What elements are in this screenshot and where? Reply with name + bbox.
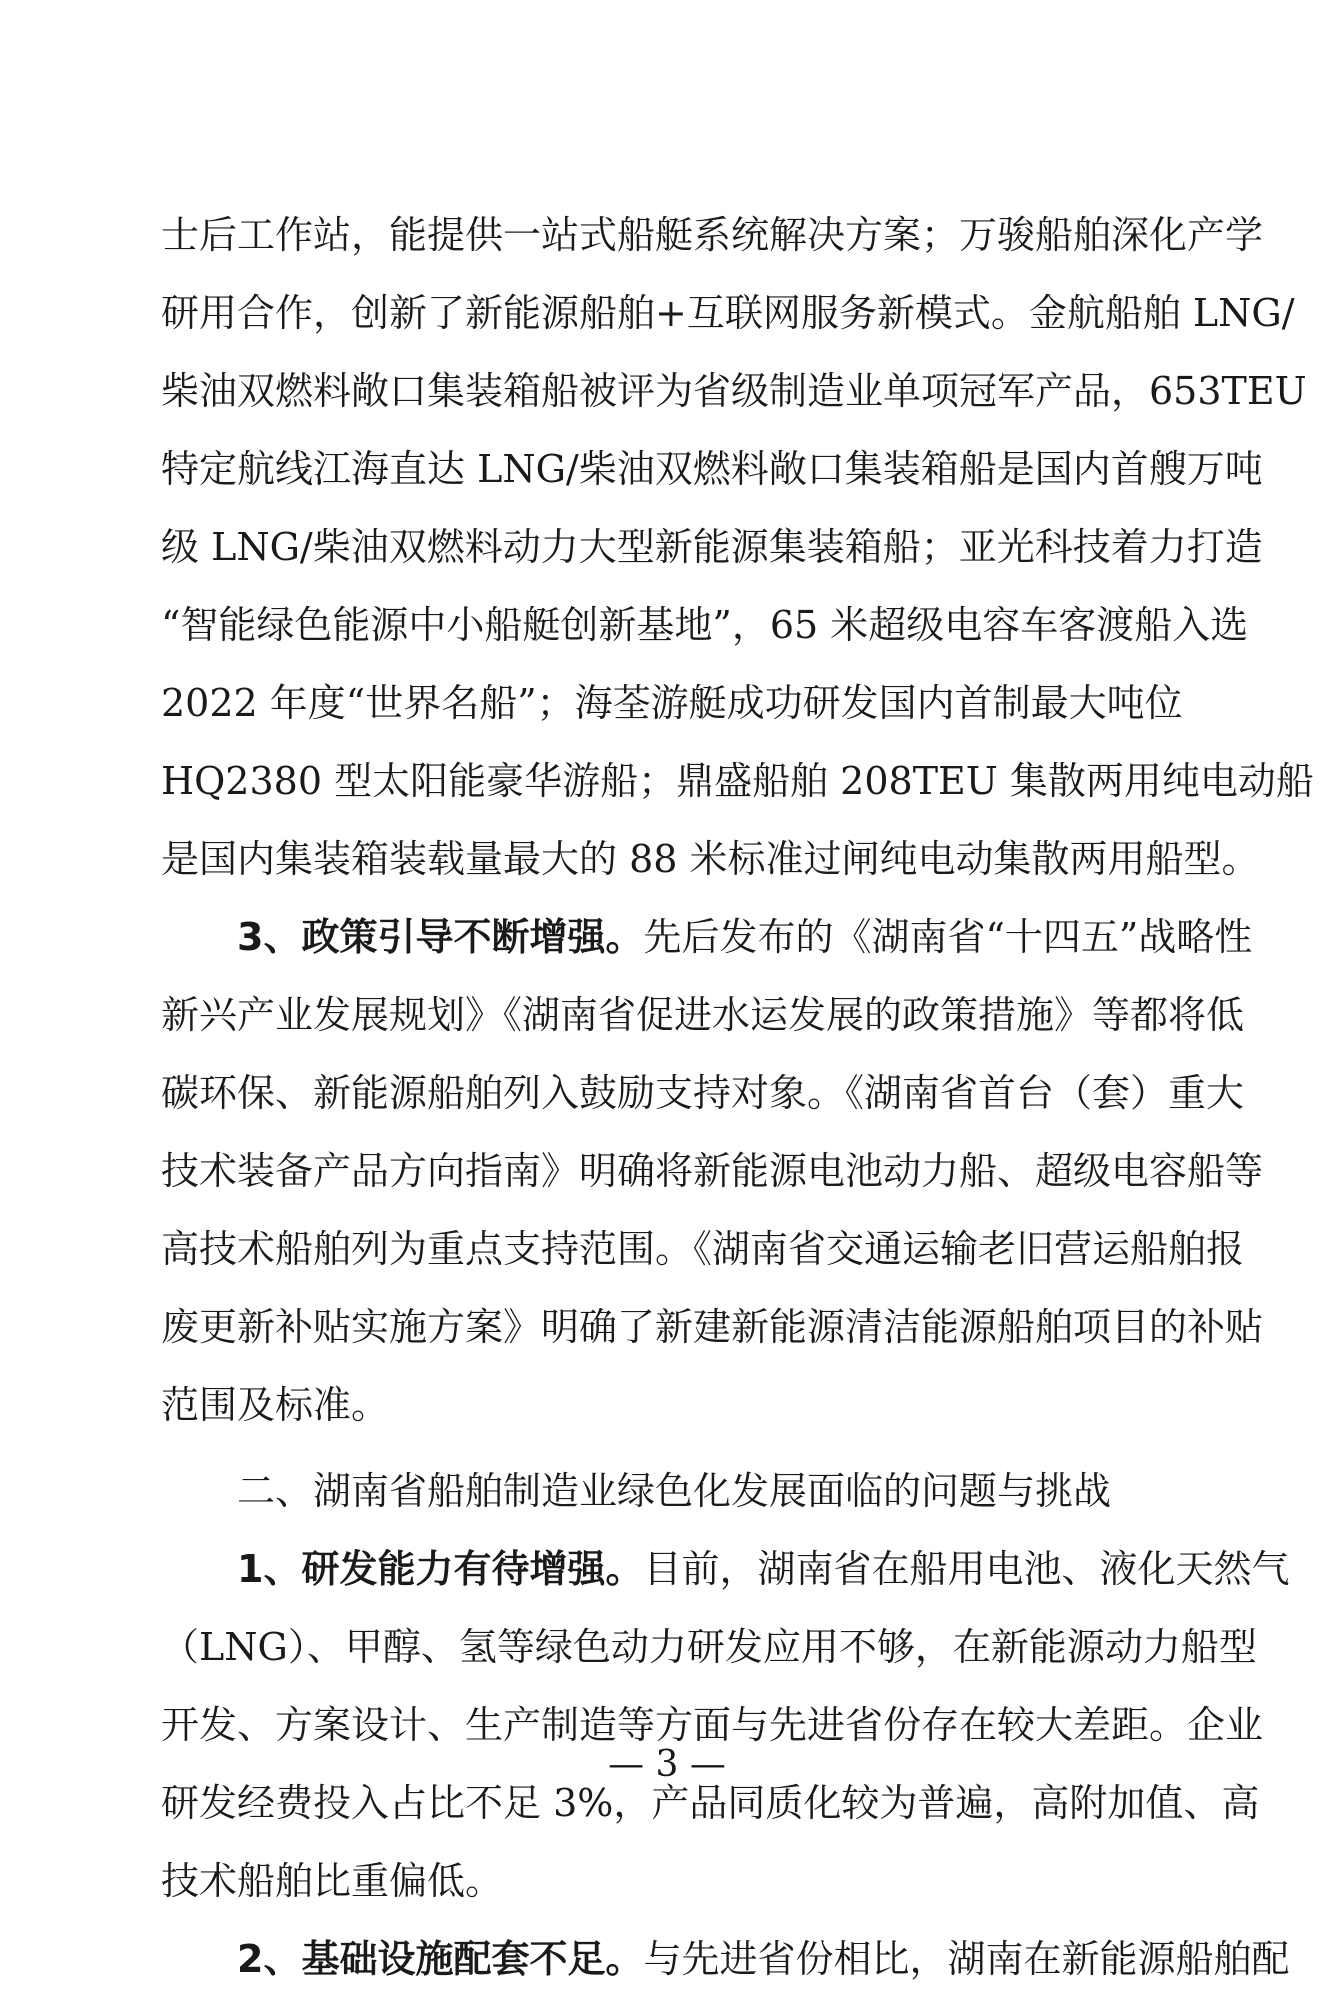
text-line: 废更新补贴实施方案》明确了新建新能源清洁能源船舶项目的补贴 (161, 1305, 1264, 1349)
text-line: 是国内集装箱装载量最大的 88 米标准过闸纯电动集散两用船型。 (161, 837, 1260, 881)
text-line: 技术船舶比重偏低。 (161, 1859, 504, 1903)
document-body (161, 196, 1314, 1998)
point-text: 目前，湖南省在船用电池、液化天然气 (643, 1547, 1290, 1591)
point-title: 1、研发能力有待增强。 (237, 1547, 644, 1591)
text-line: 柴油双燃料敞口集装箱船被评为省级制造业单项冠军产品，653TEU (161, 369, 1307, 413)
paragraph-policy-guidance (161, 898, 1264, 1444)
text-line: 开发、方案设计、生产制造等方面与先进省份存在较大差距。企业 (161, 1703, 1264, 1747)
text-line: 2022 年度“世界名船”；海荃游艇成功研发国内首制最大吨位 (161, 681, 1183, 725)
text-line: 高技术船舶列为重点支持范围。《湖南省交通运输老旧营运船舶报 (161, 1227, 1245, 1271)
text-line: 特定航线江海直达 LNG/柴油双燃料敞口集装箱船是国内首艘万吨 (161, 447, 1263, 491)
paragraph-rd-capacity (161, 1530, 1290, 1920)
page-number: — 3 — (608, 1744, 726, 1785)
text-line: 研发经费投入占比不足 3%，产品同质化较为普遍，高附加值、高 (161, 1781, 1260, 1825)
section-heading: 二、湖南省船舶制造业绿色化发展面临的问题与挑战 (237, 1469, 1112, 1513)
text-line: 碳环保、新能源船舶列入鼓励支持对象。《湖南省首台（套）重大 (161, 1071, 1245, 1115)
paragraph-continuation (161, 196, 1314, 898)
point-title: 3、政策引导不断增强。 (237, 915, 644, 959)
point-text: 与先进省份相比，湖南在新能源船舶配 (643, 1937, 1290, 1981)
paragraph-infrastructure (161, 1920, 1290, 1998)
text-line: （LNG）、甲醇、氢等绿色动力研发应用不够，在新能源动力船型 (161, 1625, 1257, 1669)
text-line: 范围及标准。 (161, 1383, 390, 1427)
text-line: “智能绿色能源中小船艇创新基地”，65 米超级电容车客渡船入选 (161, 603, 1249, 647)
text-line: 技术装备产品方向指南》明确将新能源电池动力船、超级电容船等 (161, 1149, 1264, 1193)
text-line: 级 LNG/柴油双燃料动力大型新能源集装箱船；亚光科技着力打造 (161, 525, 1263, 569)
text-line (161, 898, 1253, 976)
text-line: 研用合作，创新了新能源船舶+互联网服务新模式。金航船舶 LNG/ (161, 291, 1295, 335)
point-text: 先后发布的《湖南省“十四五”战略性 (643, 915, 1253, 959)
text-line: HQ2380 型太阳能豪华游船；鼎盛船舶 208TEU 集散两用纯电动船 (161, 759, 1314, 803)
text-line: 士后工作站，能提供一站式船艇系统解决方案；万骏船舶深化产学 (161, 213, 1264, 257)
text-line: 新兴产业发展规划》《湖南省促进水运发展的政策措施》等都将低 (161, 993, 1245, 1037)
text-line (161, 1530, 1290, 1608)
point-title: 2、基础设施配套不足。 (237, 1937, 644, 1981)
text-line (161, 1920, 1290, 1998)
